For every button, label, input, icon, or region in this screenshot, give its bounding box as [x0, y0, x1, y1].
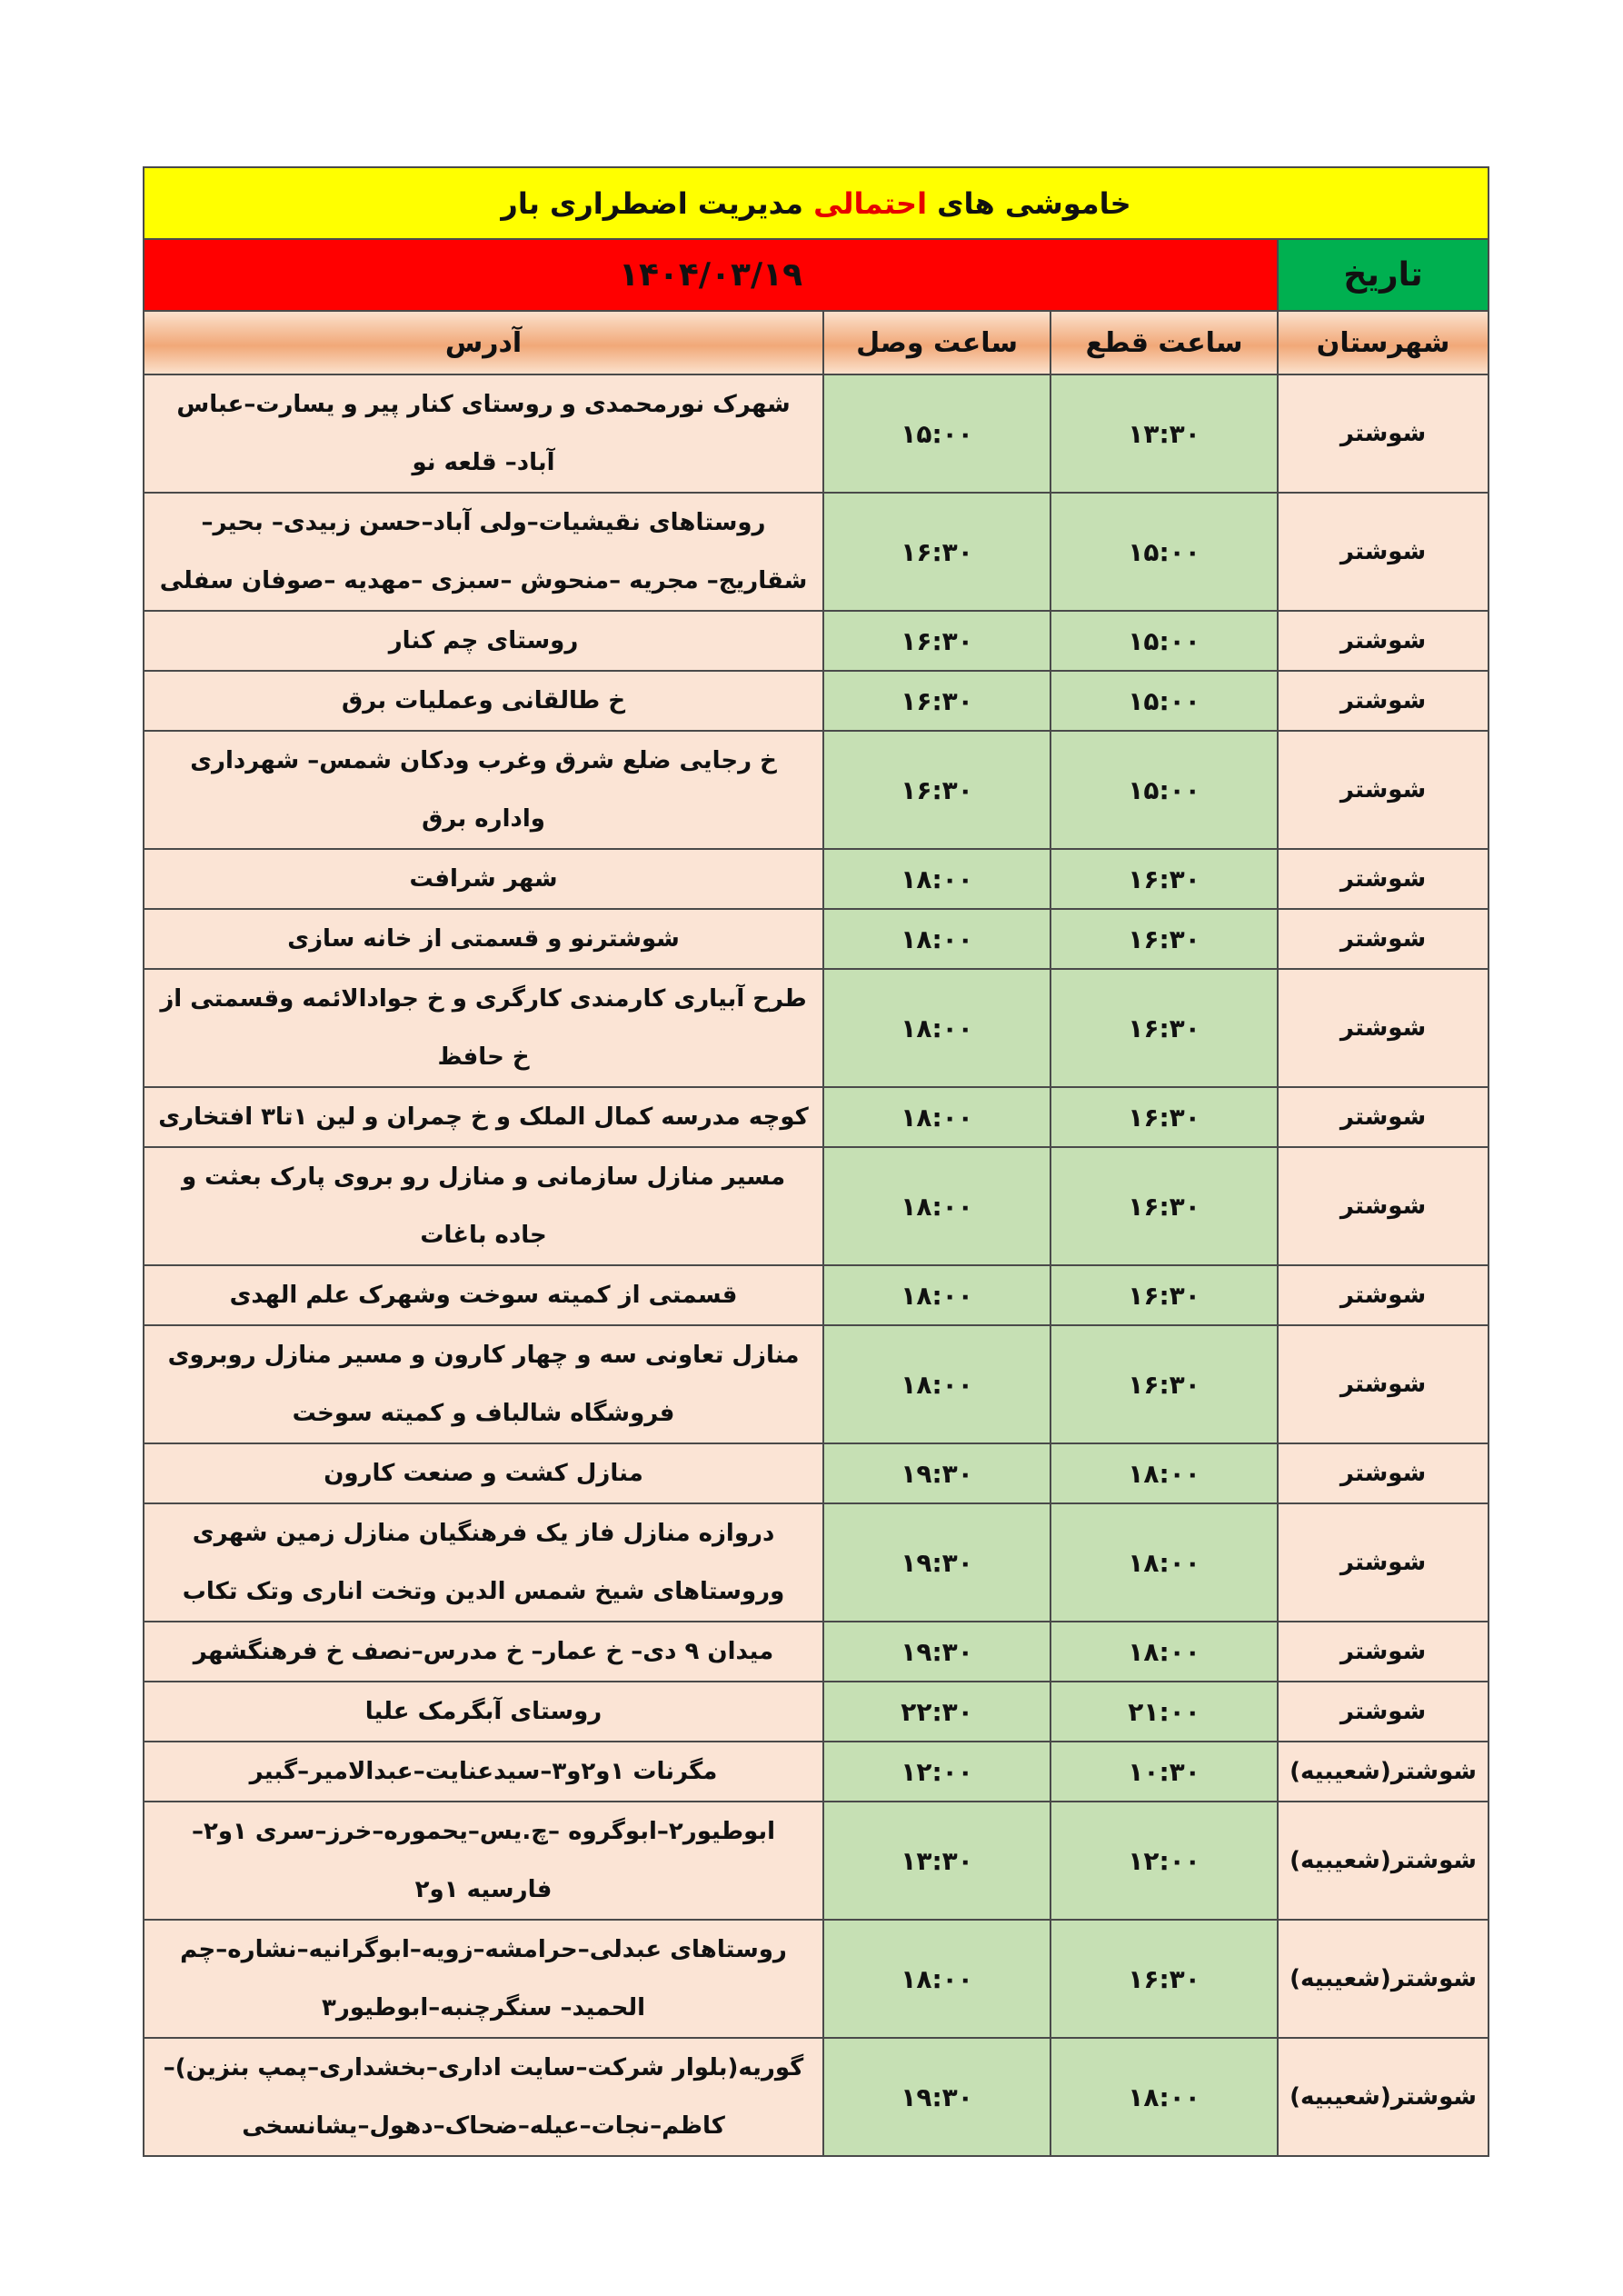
city-cell: شوشتر	[1278, 849, 1489, 909]
city-cell: شوشتر	[1278, 1503, 1489, 1622]
table-row	[144, 1325, 1489, 1443]
cut-time-cell: ۱۵:۰۰	[1050, 611, 1278, 671]
cut-time-cell: ۱۰:۳۰	[1050, 1742, 1278, 1802]
city-cell: شوشتر	[1278, 493, 1489, 611]
date-row	[144, 239, 1489, 311]
address-cell: منازل کشت و صنعت کارون	[144, 1443, 823, 1503]
city-cell: شوشتر	[1278, 1087, 1489, 1147]
address-cell: طرح آبیاری کارمندی کارگری و خ جوادالائمه وقسمتی از خ حافظ	[144, 969, 823, 1087]
city-cell: شوشتر	[1278, 611, 1489, 671]
cut-time-cell: ۱۸:۰۰	[1050, 1622, 1278, 1682]
cut-time-cell: ۱۶:۳۰	[1050, 1920, 1278, 2038]
address-cell: ابوطیور۲–ابوگروه –چ.یس–یحموره–خرز–سری ۱و۲– فارسیه ۱و۲	[144, 1802, 823, 1920]
address-cell: مسیر منازل سازمانی و منازل رو بروی پارک بعثت و جاده باغات	[144, 1147, 823, 1265]
city-cell: شوشتر	[1278, 1265, 1489, 1325]
cut-time-cell: ۲۱:۰۰	[1050, 1682, 1278, 1742]
connect-time-cell: ۱۸:۰۰	[823, 1325, 1050, 1443]
cut-time-cell: ۱۵:۰۰	[1050, 731, 1278, 849]
table-row	[144, 611, 1489, 671]
table-row	[144, 1147, 1489, 1265]
cut-time-cell: ۱۸:۰۰	[1050, 1443, 1278, 1503]
city-cell: شوشتر	[1278, 1147, 1489, 1265]
connect-time-cell: ۱۸:۰۰	[823, 1147, 1050, 1265]
cut-time-cell: ۱۶:۳۰	[1050, 849, 1278, 909]
header-connect-time: ساعت وصل	[823, 311, 1050, 374]
address-cell: شهر شرافت	[144, 849, 823, 909]
address-cell: مگرنات ۱و۲و۳–سیدعنایت–عبدالامیر–گبیر	[144, 1742, 823, 1802]
header-city: شهرستان	[1278, 311, 1489, 374]
table-row	[144, 2038, 1489, 2156]
header-cut-time: ساعت قطع	[1050, 311, 1278, 374]
connect-time-cell: ۱۸:۰۰	[823, 1920, 1050, 2038]
header-address: آدرس	[144, 311, 823, 374]
date-value: ۱۴۰۴/۰۳/۱۹	[144, 239, 1278, 311]
title-text-end: مدیریت اضطراری بار	[501, 185, 814, 221]
connect-time-cell: ۱۹:۳۰	[823, 1443, 1050, 1503]
table-row	[144, 374, 1489, 493]
city-cell: شوشتر	[1278, 1682, 1489, 1742]
address-cell: روستای آبگرمک علیا	[144, 1682, 823, 1742]
cut-time-cell: ۱۲:۰۰	[1050, 1802, 1278, 1920]
connect-time-cell: ۱۸:۰۰	[823, 1087, 1050, 1147]
table-row	[144, 849, 1489, 909]
city-cell: شوشتر	[1278, 374, 1489, 493]
address-cell: خ رجایی ضلع شرق وغرب ودکان شمس– شهرداری واداره برق	[144, 731, 823, 849]
table-row	[144, 731, 1489, 849]
table-row	[144, 1742, 1489, 1802]
table-row	[144, 1622, 1489, 1682]
connect-time-cell: ۱۵:۰۰	[823, 374, 1050, 493]
address-cell: روستاهای نقیشیات–ولی آباد–حسن زبیدی– بحیر–شقاریج– مجریه –منحوش –سبزی –مهدیه –صوفان سفلی	[144, 493, 823, 611]
connect-time-cell: ۱۶:۳۰	[823, 611, 1050, 671]
title-row	[144, 167, 1489, 239]
cut-time-cell: ۱۶:۳۰	[1050, 1325, 1278, 1443]
header-row	[144, 311, 1489, 374]
address-cell: شهرک نورمحمدی و روستای کنار پیر و یسارت–عباس آباد– قلعه نو	[144, 374, 823, 493]
table-row	[144, 1920, 1489, 2038]
address-cell: روستاهای عبدلی–حرامشه–زویه–ابوگرانیه–نشاره–چم الحمید– سنگرچنبه–ابوطیور۳	[144, 1920, 823, 2038]
schedule-sheet	[143, 166, 1488, 2157]
connect-time-cell: ۱۳:۳۰	[823, 1802, 1050, 1920]
city-cell: شوشتر	[1278, 969, 1489, 1087]
connect-time-cell: ۱۹:۳۰	[823, 1622, 1050, 1682]
city-cell: شوشتر	[1278, 909, 1489, 969]
connect-time-cell: ۱۸:۰۰	[823, 909, 1050, 969]
address-cell: خ طالقانی وعملیات برق	[144, 671, 823, 731]
table-row	[144, 1802, 1489, 1920]
title-highlight: احتمالی	[813, 185, 928, 221]
city-cell: شوشتر(شعیبیه)	[1278, 2038, 1489, 2156]
address-cell: قسمتی از کمیته سوخت وشهرک علم الهدی	[144, 1265, 823, 1325]
address-cell: دروازه منازل فاز یک فرهنگیان منازل زمین شهری وروستاهای شیخ شمس الدین وتخت اناری وتک تکاب	[144, 1503, 823, 1622]
connect-time-cell: ۱۸:۰۰	[823, 1265, 1050, 1325]
city-cell: شوشتر(شعیبیه)	[1278, 1802, 1489, 1920]
cut-time-cell: ۱۶:۳۰	[1050, 1147, 1278, 1265]
table-row	[144, 1503, 1489, 1622]
cut-time-cell: ۱۵:۰۰	[1050, 493, 1278, 611]
connect-time-cell: ۱۶:۳۰	[823, 493, 1050, 611]
address-cell: گوریه(بلوار شرکت–سایت اداری–بخشداری–پمپ بنزین)– کاظم–نجات–عیله–ضحاک–دهول–یشانسخی	[144, 2038, 823, 2156]
connect-time-cell: ۲۲:۳۰	[823, 1682, 1050, 1742]
table-row	[144, 1682, 1489, 1742]
connect-time-cell: ۱۸:۰۰	[823, 849, 1050, 909]
city-cell: شوشتر	[1278, 1622, 1489, 1682]
connect-time-cell: ۱۶:۳۰	[823, 671, 1050, 731]
address-cell: میدان ۹ دی– خ عمار– خ مدرس–نصف خ فرهنگشهر	[144, 1622, 823, 1682]
page-title	[144, 167, 1489, 239]
table-row	[144, 1087, 1489, 1147]
connect-time-cell: ۱۹:۳۰	[823, 2038, 1050, 2156]
city-cell: شوشتر(شعیبیه)	[1278, 1920, 1489, 2038]
connect-time-cell: ۱۶:۳۰	[823, 731, 1050, 849]
address-cell: شوشترنو و قسمتی از خانه سازی	[144, 909, 823, 969]
outage-table	[143, 166, 1489, 2157]
city-cell: شوشتر	[1278, 671, 1489, 731]
connect-time-cell: ۱۸:۰۰	[823, 969, 1050, 1087]
city-cell: شوشتر	[1278, 731, 1489, 849]
table-row	[144, 493, 1489, 611]
table-row	[144, 909, 1489, 969]
table-row	[144, 671, 1489, 731]
address-cell: منازل تعاونی سه و چهار کارون و مسیر منازل روبروی فروشگاه شالباف و کمیته سوخت	[144, 1325, 823, 1443]
table-row	[144, 969, 1489, 1087]
table-row	[144, 1265, 1489, 1325]
city-cell: شوشتر(شعیبیه)	[1278, 1742, 1489, 1802]
cut-time-cell: ۱۶:۳۰	[1050, 1265, 1278, 1325]
cut-time-cell: ۱۶:۳۰	[1050, 1087, 1278, 1147]
cut-time-cell: ۱۶:۳۰	[1050, 969, 1278, 1087]
city-cell: شوشتر	[1278, 1443, 1489, 1503]
cut-time-cell: ۱۵:۰۰	[1050, 671, 1278, 731]
table-row	[144, 1443, 1489, 1503]
cut-time-cell: ۱۸:۰۰	[1050, 2038, 1278, 2156]
date-label: تاریخ	[1278, 239, 1489, 311]
title-text-start: خاموشی های	[927, 185, 1131, 221]
cut-time-cell: ۱۸:۰۰	[1050, 1503, 1278, 1622]
city-cell: شوشتر	[1278, 1325, 1489, 1443]
cut-time-cell: ۱۶:۳۰	[1050, 909, 1278, 969]
connect-time-cell: ۱۲:۰۰	[823, 1742, 1050, 1802]
cut-time-cell: ۱۳:۳۰	[1050, 374, 1278, 493]
address-cell: روستای چم کنار	[144, 611, 823, 671]
connect-time-cell: ۱۹:۳۰	[823, 1503, 1050, 1622]
address-cell: کوچه مدرسه کمال الملک و خ چمران و لین ۱تا۳ افتخاری	[144, 1087, 823, 1147]
